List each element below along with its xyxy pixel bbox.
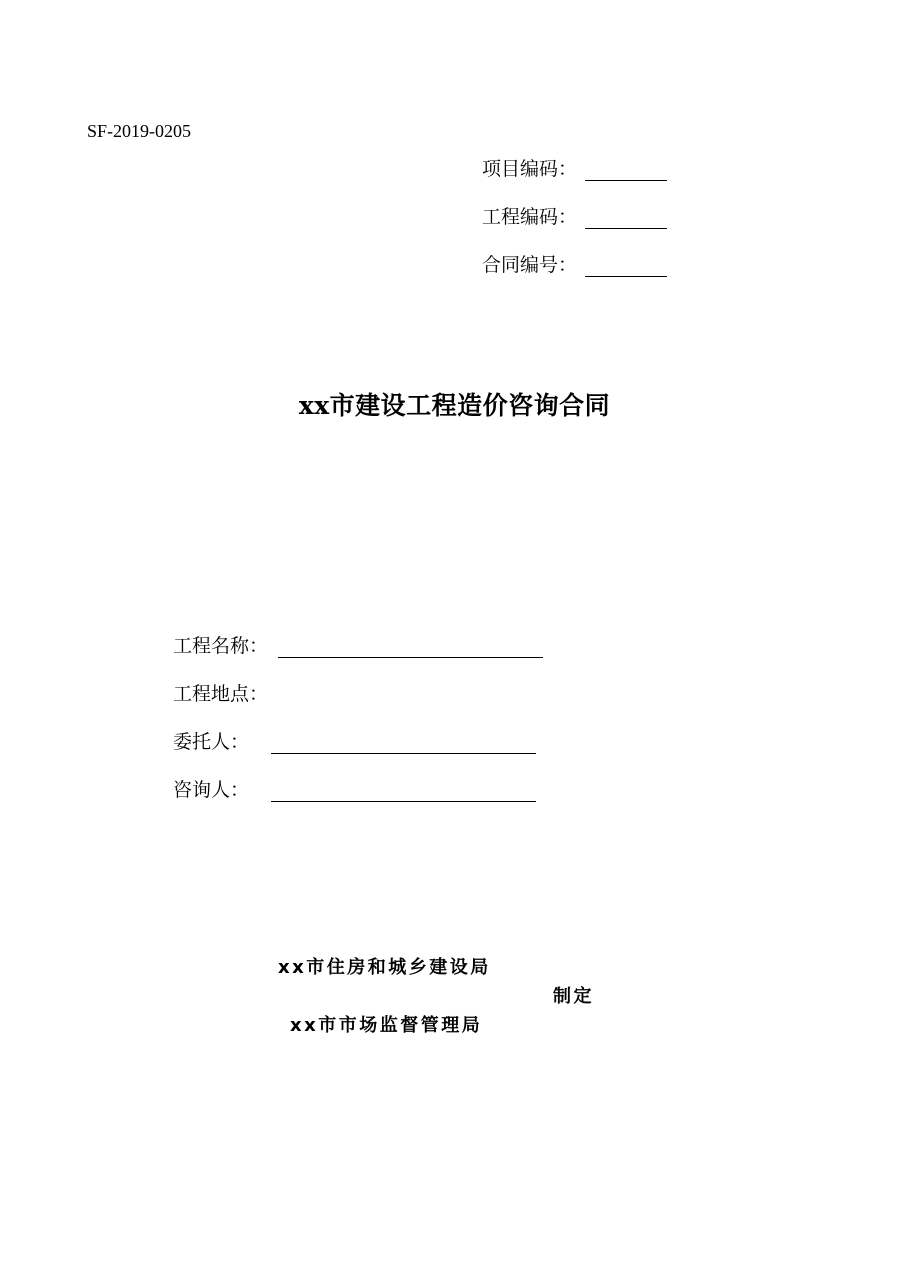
project-code-label: 项目编码： [482,158,578,180]
client-blank [271,735,536,754]
document-code: SF-2019-0205 [87,121,192,141]
contract-number-label: 合同编号： [482,254,578,276]
consultant-blank [271,783,536,802]
project-location-row [173,678,268,706]
consultant-label: 咨询人： [173,779,250,801]
consultant-row [173,774,536,802]
issued-by-label: 制定 [553,986,594,1007]
document-title: xx市建设工程造价咨询合同 [298,391,611,420]
issuer-market-bureau: xx市市场监督管理局 [290,1015,483,1036]
engineering-code-label: 工程编码： [482,206,578,228]
project-name-label: 工程名称： [173,635,269,657]
project-code-blank [585,162,667,181]
issuer-housing-bureau: xx市住房和城乡建设局 [278,957,491,978]
project-name-blank [278,639,543,658]
client-label: 委托人： [173,731,250,753]
project-location-label: 工程地点： [173,683,269,705]
project-name-row [173,630,543,658]
engineering-code-row [482,203,667,229]
contract-number-blank [585,258,667,277]
engineering-code-blank [585,210,667,229]
contract-number-row [482,251,667,277]
client-row [173,726,536,754]
project-code-row [482,155,667,181]
